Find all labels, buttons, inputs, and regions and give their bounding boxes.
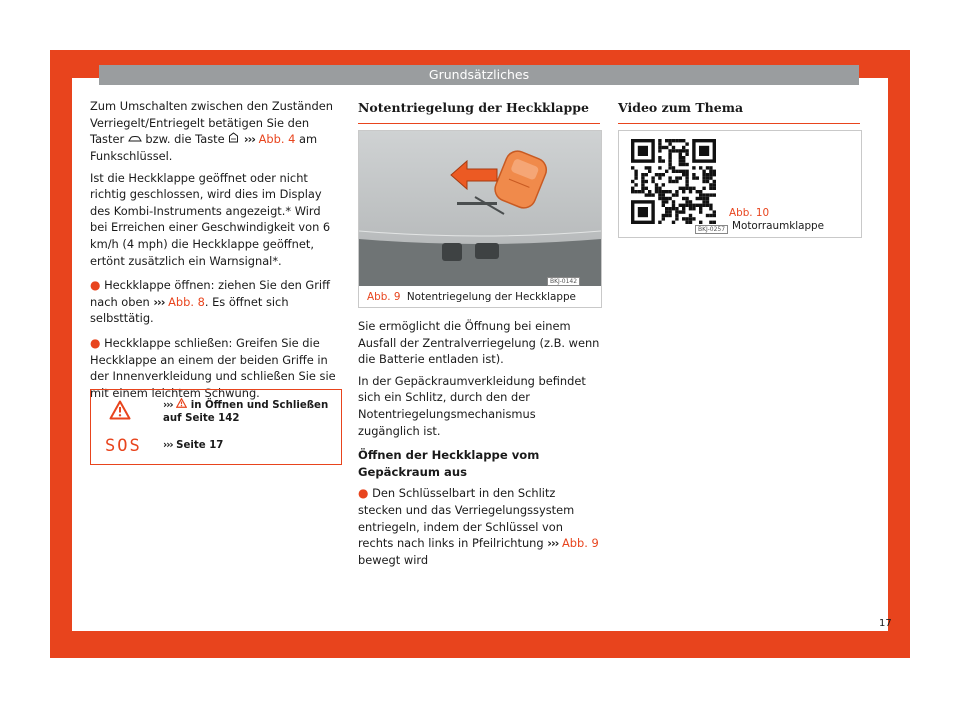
warning-triangle-icon (109, 400, 131, 424)
figure-10-box (618, 130, 862, 238)
middle-b1-text: Den Schlüsselbart in den Schlitz stecken und das Verriegelungssystem entriegeln, indem der Schlüssel von rechts nach links in Pfeilrichtung (358, 486, 575, 551)
ref-arrows: ››› (163, 440, 173, 451)
section-title: Video zum Thema (618, 100, 860, 124)
page-header-title: Grundsätzliches (428, 67, 530, 82)
tailgate-key-icon (228, 131, 240, 148)
left-bullet-1 (90, 277, 340, 327)
bullet-icon: ● (90, 335, 101, 350)
ref-arrows: ››› (547, 536, 559, 551)
small-warning-icon (176, 400, 191, 411)
qr-code[interactable] (627, 137, 723, 229)
bullet-icon: ● (90, 278, 101, 293)
bullet-icon: ● (358, 486, 369, 501)
sos-reference (163, 440, 223, 451)
figure-label: Abb. 10 (729, 207, 770, 219)
sub-heading: Öffnen der Heckklappe vom Gepäckraum aus (358, 448, 540, 479)
middle-paragraph-1: Sie ermöglicht die Öffnung bei einem Ausfall der Zentralverriegelung (z.B. wenn die Batterie entladen ist). (358, 319, 600, 367)
left-b1-text: Heckklappe öffnen: ziehen Sie den Griff nach oben (90, 278, 330, 309)
tailgate-illustration (359, 131, 601, 286)
image-code-label: BKJ-0257 (695, 225, 728, 234)
figure-9-box (358, 130, 602, 308)
middle-body (358, 318, 600, 573)
ref-arrows: ››› (243, 132, 255, 147)
left-b1-text-2: . Es öffnet sich selbsttätig. (90, 294, 289, 326)
figure-caption (729, 207, 857, 233)
section-title: Notentriegelung der Heckklappe (358, 100, 600, 124)
left-b2-text: Heckklappe schließen: Greifen Sie die Heckklappe an einem der beiden Griffe in der Innenverkleidung und schließen Sie sie mit einem leichtem Schwung. (90, 335, 336, 400)
page-number: 17 (879, 618, 892, 629)
left-p1-text-3: am Funkschlüssel. (90, 132, 318, 163)
figure-caption-text: Motorraumklappe (732, 220, 825, 232)
figure-reference-link[interactable]: Abb. 4 (258, 132, 296, 147)
figure-caption (367, 291, 597, 304)
right-column (618, 100, 860, 124)
figure-caption-text: Notentriegelung der Heckklappe (406, 291, 576, 303)
sos-label: SOS (105, 436, 142, 456)
ref-arrows: ››› (153, 294, 165, 309)
middle-column (358, 100, 600, 124)
warning-box (90, 389, 342, 465)
car-icon (128, 131, 142, 148)
left-paragraph-2: Ist die Heckklappe geöffnet oder nicht richtig geschlossen, wird dies im Display des Kombi-Instruments angezeigt.* Wird bei Erreichen einer Geschwindigkeit von 6 km/h (4 mph) die Heckklappe geöffnet, ertönt zusätzlich ein Warnsignal*. (90, 170, 331, 268)
left-p1-text: Zum Umschalten zwischen den Zuständen Verriegelt/Entriegelt betätigen Sie den Taster (90, 99, 333, 147)
left-paragraph-1 (90, 98, 340, 165)
left-column (90, 98, 340, 406)
ref-arrows: ››› (163, 400, 173, 411)
figure-reference-link[interactable]: Abb. 8 (168, 294, 205, 309)
figure-reference-link[interactable]: Abb. 9 (561, 536, 599, 551)
left-p1-text-2: bzw. die Taste (145, 132, 225, 147)
middle-bullet-1 (358, 485, 600, 568)
image-code-label: BKJ-0142 (547, 277, 580, 286)
warning-reference-text[interactable]: in Öffnen und Schließen auf Seite 142 (163, 400, 329, 424)
middle-paragraph-2: In der Gepäckraumverkleidung befindet sich ein Schlitz, durch den der Notentriegelungsmechanismus zugänglich ist. (358, 373, 586, 438)
warning-reference (163, 398, 333, 425)
sos-reference-text[interactable]: Seite 17 (176, 440, 224, 451)
figure-label: Abb. 9 (367, 291, 401, 303)
middle-b1-text-2: bewegt wird (358, 552, 429, 567)
